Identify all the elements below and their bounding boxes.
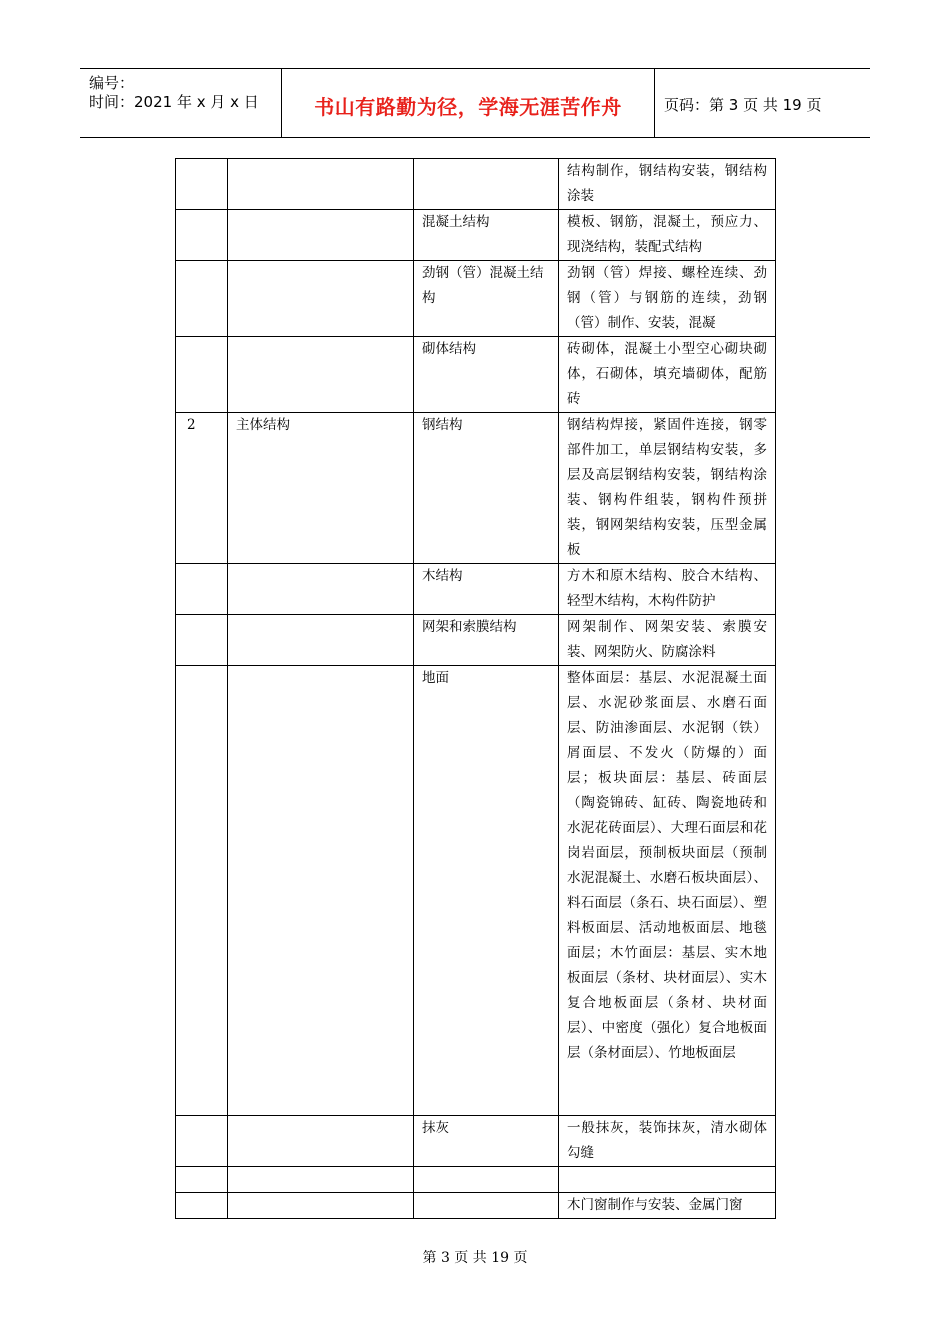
table-row bbox=[176, 1167, 776, 1193]
item-list: 钢结构焊接，紧固件连接，钢零部件加工，单层钢结构安装，多层及高层钢结构安装，钢结构涂装、钢构件组装，钢构件预拼装，钢网架结构安装，压型金属板 bbox=[559, 413, 776, 564]
row-number bbox=[176, 666, 228, 1116]
document-header bbox=[80, 68, 870, 138]
subdivision-name bbox=[414, 159, 559, 210]
row-number bbox=[176, 261, 228, 337]
header-meta-cell bbox=[80, 69, 282, 137]
motto-text: 书山有路勤为径，学海无涯苦作舟 bbox=[314, 95, 622, 119]
division-name bbox=[228, 615, 414, 666]
footer-page-number: 第 3 页 共 19 页 bbox=[422, 1250, 528, 1266]
item-list: 木门窗制作与安装、金属门窗 bbox=[559, 1193, 776, 1219]
table-row bbox=[176, 1193, 776, 1219]
item-list: 结构制作，钢结构安装，钢结构涂装 bbox=[559, 159, 776, 210]
row-number: 2 bbox=[176, 413, 228, 564]
item-list: 网架制作、网架安装、索膜安装、网架防火、防腐涂料 bbox=[559, 615, 776, 666]
subdivision-name bbox=[414, 1193, 559, 1219]
division-name bbox=[228, 666, 414, 1116]
item-list: 砖砌体，混凝土小型空心砌块砌体，石砌体，填充墙砌体，配筋砖 bbox=[559, 337, 776, 413]
table-row bbox=[176, 159, 776, 210]
division-name bbox=[228, 1167, 414, 1193]
division-name bbox=[228, 210, 414, 261]
subdivision-name: 钢结构 bbox=[414, 413, 559, 564]
serial-number-label: 编号： bbox=[89, 74, 135, 92]
item-list: 一般抹灰，装饰抹灰，清水砌体勾缝 bbox=[559, 1116, 776, 1167]
construction-divisions-table bbox=[175, 158, 776, 1219]
subdivision-name: 混凝土结构 bbox=[414, 210, 559, 261]
table-row bbox=[176, 564, 776, 615]
table-row bbox=[176, 666, 776, 1116]
row-number bbox=[176, 1116, 228, 1167]
subdivision-name: 劲钢（管）混凝土结构 bbox=[414, 261, 559, 337]
row-number bbox=[176, 1193, 228, 1219]
row-number bbox=[176, 564, 228, 615]
table-row bbox=[176, 261, 776, 337]
row-number bbox=[176, 615, 228, 666]
date-label: 时间：2021 年 x 月 x 日 bbox=[89, 93, 259, 111]
subdivision-name: 砌体结构 bbox=[414, 337, 559, 413]
header-motto-cell bbox=[282, 69, 655, 137]
subdivision-name: 地面 bbox=[414, 666, 559, 1116]
item-list: 方木和原木结构、胶合木结构、轻型木结构，木构件防护 bbox=[559, 564, 776, 615]
row-number bbox=[176, 337, 228, 413]
item-list: 整体面层：基层、水泥混凝土面层、水泥砂浆面层、水磨石面层、防油渗面层、水泥钢（铁）屑面层、不发火（防爆的）面层；板块面层：基层、砖面层（陶瓷锦砖、缸砖、陶瓷地砖和水泥花砖面层）、大理石面层和花岗岩面层，预制板块面层（预制水泥混凝土、水磨石板块面层）、料石面层（条石、块石面层）、塑料板面层、活动地板面层、地毯面层；木竹面层：基层、实木地板面层（条材、块材面层）、实木复合地板面层（条材、块材面层）、中密度（强化）复合地板面层（条材面层）、竹地板面层 bbox=[559, 666, 776, 1116]
subdivision-name: 抹灰 bbox=[414, 1116, 559, 1167]
table-row bbox=[176, 210, 776, 261]
division-name bbox=[228, 337, 414, 413]
row-number bbox=[176, 210, 228, 261]
division-name bbox=[228, 261, 414, 337]
row-number bbox=[176, 159, 228, 210]
division-name bbox=[228, 1116, 414, 1167]
item-list bbox=[559, 1167, 776, 1193]
subdivision-name: 木结构 bbox=[414, 564, 559, 615]
table-row bbox=[176, 337, 776, 413]
header-page-number: 页码：第 3 页 共 19 页 bbox=[664, 96, 822, 114]
header-page-cell bbox=[655, 69, 870, 137]
row-number bbox=[176, 1167, 228, 1193]
item-list: 模板、钢筋，混凝土，预应力、现浇结构，装配式结构 bbox=[559, 210, 776, 261]
item-list: 劲钢（管）焊接、螺栓连续、劲钢（管）与钢筋的连续，劲钢（管）制作、安装，混凝 bbox=[559, 261, 776, 337]
subdivision-name: 网架和索膜结构 bbox=[414, 615, 559, 666]
division-name bbox=[228, 159, 414, 210]
subdivision-name bbox=[414, 1167, 559, 1193]
division-name bbox=[228, 564, 414, 615]
table-row bbox=[176, 413, 776, 564]
division-name bbox=[228, 1193, 414, 1219]
table-row bbox=[176, 1116, 776, 1167]
table-row bbox=[176, 615, 776, 666]
division-name: 主体结构 bbox=[228, 413, 414, 564]
